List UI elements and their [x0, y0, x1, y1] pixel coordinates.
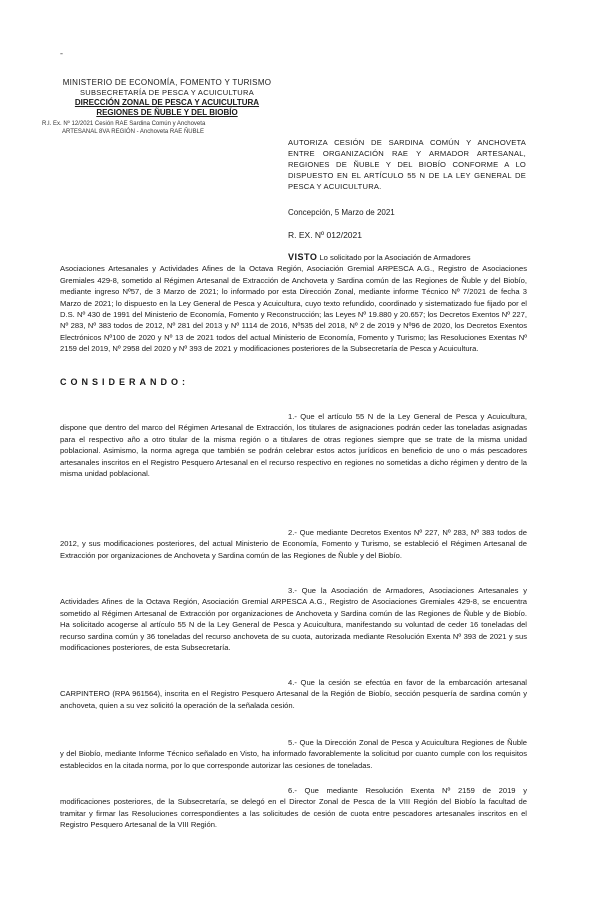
resolution-number: R. EX. Nº 012/2021: [288, 230, 362, 240]
considerando-3-body: Artesanales y Actividades Afines de la Octava Región, Asociación Gremial ARPESCA A.G., Registro de Asociaciones Gremiales 429-8, se encuentra sometido al Régimen Artesanal de Extracción por organizaciones de Anchoveta y Sardina común de las Regiones de Ñuble y de Biobío. Ha solicitado acogerse al artículo 55 N de la Ley General de Pesca y Acuicultura, manifestando su voluntad de ceder 16 toneladas del recurso sardina común y 36 toneladas del recurso anchoveta de su cuota, autorizada mediante Resolución Exenta Nº 393 de 2021 y sus modificaciones posteriores, de esta Subsecretaría.: [60, 586, 527, 653]
considerando-5-body: Regiones de Ñuble y del Biobío, mediante Informe Técnico señalado en Visto, ha informado favorablemente la solicitud por cuanto cumple con los requisitos establecidos en la citada norma, por lo que corresponde autorizar las cesiones de toneladas.: [60, 738, 527, 770]
considerando-heading: CONSIDERANDO:: [60, 377, 190, 387]
considerando-4: [60, 677, 527, 711]
subsecretariat-line: SUBSECRETARÍA DE PESCA Y ACUICULTURA: [79, 88, 255, 97]
considerando-1-body: Acuicultura, dispone que dentro del marco del Régimen Artesanal de Extracción, los titulares de asignaciones podrán ceder las toneladas asignadas para el respectivo año a otro titular de la misma región o a titulares de otras regiones siempre que se trate de la misma unidad poblacional. Asimismo, la norma agrega que también se podrán celebrar estos actos jurídicos en beneficio de uno o más pescadores artesanales inscritos en el Registro Pesquero Artesanal en el recurso respectivo en regiones no sometidas a dicho régimen y dentro de la misma unidad poblacional.: [60, 412, 527, 479]
margin-mark: -: [60, 48, 63, 58]
considerando-6-lead: 6.- Que mediante Resolución Exenta Nº 2159 de 2019 y: [288, 786, 527, 795]
zonal-directorate-line: DIRECCIÓN ZONAL DE PESCA Y ACUICULTURA: [74, 98, 260, 107]
considerando-2-body: 383 todos de 2012, y sus modificaciones posteriores, del actual Ministerio de Economía, Fomento y Turismo, se estableció el Régimen Artesanal de Extracción por organizaciones de Anchoveta y Sardina común de las Regiones de Ñuble y del Biobío.: [60, 528, 527, 560]
considerando-4-body: artesanal CARPINTERO (RPA 961564), inscrita en el Registro Pesquero Artesanal de la Región de Biobío, sección pesquería de sardina común y anchoveta, quien a su vez solicitó la operación de la señalada cesión.: [60, 678, 527, 710]
file-reference-line: R.I. Ex. Nº 12/2021 Cesión RAE Sardina Común y Anchoveta: [42, 121, 206, 127]
considerando-2-lead: 2.- Que mediante Decretos Exentos Nº 227, Nº 283, Nº: [288, 528, 480, 537]
visto-body: Asociaciones Artesanales y Actividades Afines de la Octava Región, Asociación Gremial ARPESCA A.G., Registro de Asociaciones Gremiales 429-8, sometido al Régimen Artesanal de Extracción de Anchoveta y Sardina común de las Regiones de Ñuble y del Biobío, mediante ingreso Nº57, de 3 Marzo de 2021; lo informado por esta Dirección Zonal, mediante informe Técnico Nº 7/2021 de fecha 3 Marzo de 2021; lo dispuesto en la Ley General de Pesca y Acuicultura, cuyo texto refundido, coordinado y sistematizado fue fijado por el D.S. Nº 430 de 1991 del Ministerio de Economía, Fomento y Reconstrucción; las Leyes Nº 19.880 y 20.657; los Decretos Exentos Nº 227, Nº 283, Nº 383 todos de 2012, Nº 281 del 2013 y Nº 1114 de 2016, Nº535 del 2018, Nº 2 de 2019 y Nº96 de 2020, los Decretos Exentos Electrónicos Nº100 de 2020 y Nº 13 de 2021 todos del actual Ministerio de Economía, Fomento y Turismo; las Resoluciones Exentas Nº 2159 del 2019, Nº 2958 del 2020 y Nº 393 de 2021 y modificaciones posteriores de la Subsecretaría de Pesca y Acuicultura.: [60, 264, 527, 354]
considerando-6: [60, 785, 527, 831]
letterhead: [42, 78, 272, 136]
visto-first-line: [60, 252, 527, 263]
considerando-4-lead: 4.- Que la cesión se efectúa en favor de la embarcación: [288, 678, 493, 687]
considerando-6-body: modificaciones posteriores, de la Subsecretaría, se delegó en el Director Zonal de Pesca de la VIII Región del Biobío la facultad de tramitar y firmar las Resoluciones correspondientes a las solicitudes de cesión de cuota entre pescadores artesanales inscritos en el Registro Pesquero Artesanal de la VIII Región.: [60, 797, 527, 830]
file-reference-line-2: ARTESANAL 8VA REGIÓN - Anchoveta RAE ÑUBLE: [62, 129, 204, 135]
considerando-3: [60, 585, 527, 653]
considerando-5: [60, 737, 527, 771]
visto-section: [60, 252, 527, 355]
considerando-5-lead: 5.- Que la Dirección Zonal de Pesca y Acuicultura: [288, 738, 459, 747]
ministry-line: MINISTERIO DE ECONOMÍA, FOMENTO Y TURISMO: [62, 78, 272, 87]
considerando-2: [60, 527, 527, 561]
place-date: Concepción, 5 Marzo de 2021: [288, 208, 395, 217]
visto-first-text: Lo solicitado por la Asociación de Armadores: [317, 253, 471, 262]
visto-lead: VISTO: [288, 252, 318, 262]
considerando-3-lead: 3.- Que la Asociación de Armadores, Asociaciones: [288, 586, 474, 595]
resolution-subject: AUTORIZA CESIÓN DE SARDINA COMÚN Y ANCHOVETA ENTRE ORGANIZACIÓN RAE Y ARMADOR ARTESANAL, REGIONES DE ÑUBLE Y DEL BIOBÍO CONFORME A LO DISPUESTO EN EL ARTÍCULO 55 N DE LA LEY GENERAL DE PESCA Y ACUICULTURA.: [288, 138, 526, 191]
regions-line: REGIONES DE ÑUBLE Y DEL BIOBÍO: [96, 108, 238, 117]
considerando-1-lead: 1.- Que el artículo 55 N de la Ley General de Pesca y: [288, 412, 485, 421]
considerando-1: [60, 411, 527, 479]
